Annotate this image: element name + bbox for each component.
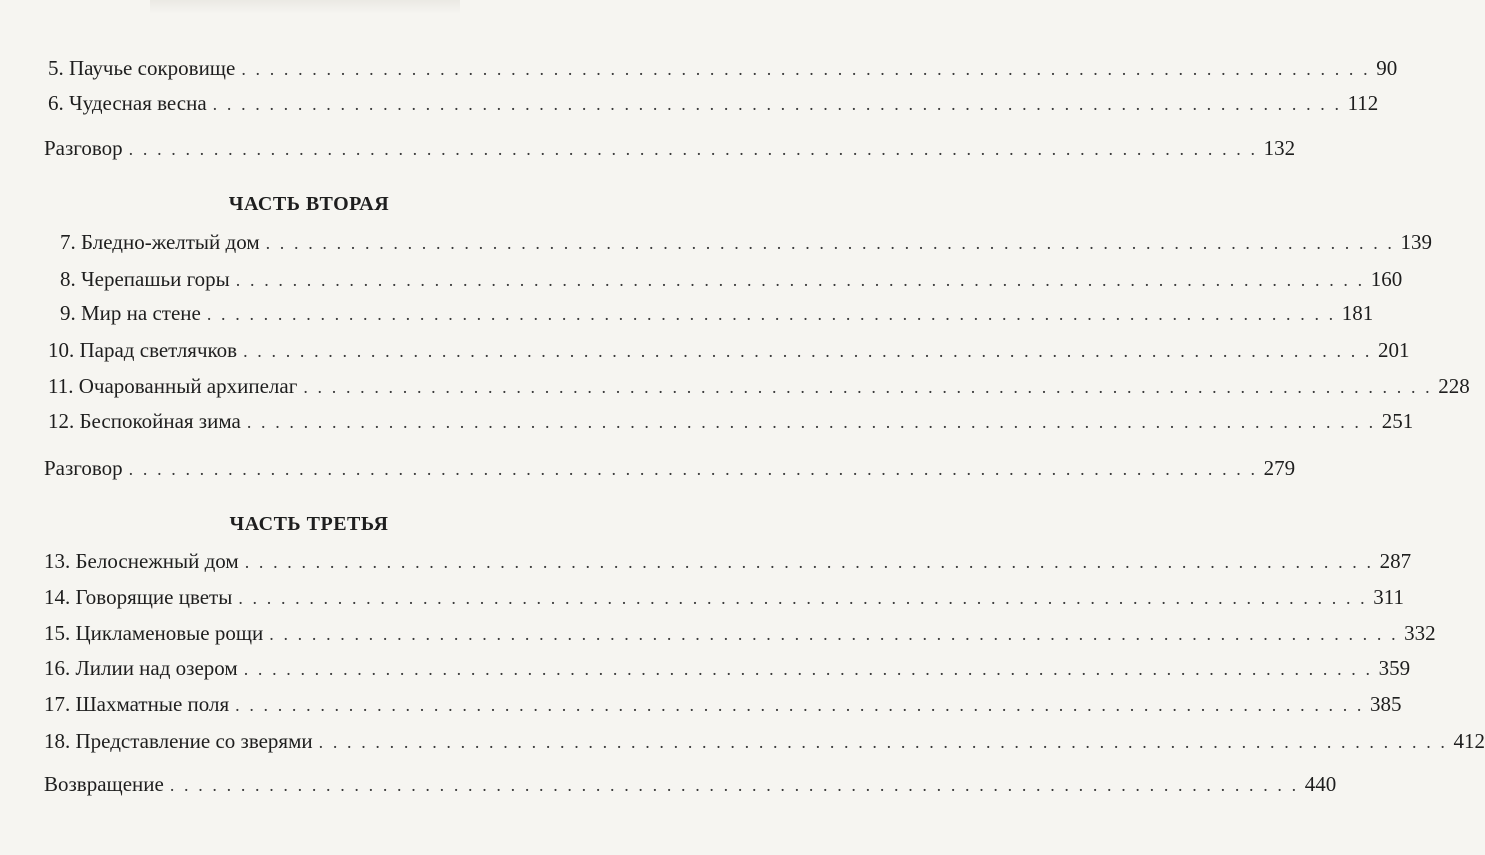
toc-entry-title: 9. Мир на стене [60, 301, 201, 325]
toc-entry-page-number: 251 [1381, 409, 1414, 433]
dot-leader: . . . . . . . . . . . . . . . . . . . . . . . . . . . . . . . . . . . . . . . . . . . . . . . . . . . . . . . . . . . . . . . . . . . . . . . . . . . . . . . . [241, 59, 1371, 79]
toc-entry[interactable] [60, 229, 1433, 256]
toc-entry[interactable] [60, 300, 1374, 327]
toc-entry[interactable] [44, 620, 1436, 647]
dot-leader: . . . . . . . . . . . . . . . . . . . . . . . . . . . . . . . . . . . . . . . . . . . . . . . . . . . . . . . . . . . . . . . . . . . . . . . . . . . . . . . . [169, 775, 1299, 795]
part-heading: ЧАСТЬ ТРЕТЬЯ [229, 513, 389, 535]
toc-entry-title: 12. Беспокойная зима [48, 409, 241, 433]
dot-leader: . . . . . . . . . . . . . . . . . . . . . . . . . . . . . . . . . . . . . . . . . . . . . . . . . . . . . . . . . . . . . . . . . . . . . . . . . . . . . . . . [243, 659, 1373, 679]
toc-entry-title: 15. Цикламеновые рощи [44, 621, 264, 645]
toc-entry-page-number: 440 [1304, 772, 1337, 796]
toc-entry-page-number: 332 [1404, 621, 1436, 645]
dot-leader: . . . . . . . . . . . . . . . . . . . . . . . . . . . . . . . . . . . . . . . . . . . . . . . . . . . . . . . . . . . . . . . . . . . . . . . . . . . . . . . . [128, 459, 1258, 479]
dot-leader: . . . . . . . . . . . . . . . . . . . . . . . . . . . . . . . . . . . . . . . . . . . . . . . . . . . . . . . . . . . . . . . . . . . . . . . . . . . . . . . . [235, 695, 1365, 715]
toc-entry-title: 16. Лилии над озером [44, 656, 238, 680]
toc-entry-page-number: 311 [1373, 585, 1404, 609]
toc-entry[interactable] [44, 455, 1296, 482]
toc-entry-title: Возвращение [44, 772, 164, 796]
toc-entry-page-number: 385 [1370, 692, 1402, 716]
toc-entry-page-number: 90 [1376, 56, 1398, 80]
dot-leader: . . . . . . . . . . . . . . . . . . . . . . . . . . . . . . . . . . . . . . . . . . . . . . . . . . . . . . . . . . . . . . . . . . . . . . . . . . . . . . . . [318, 732, 1448, 752]
toc-entry-page-number: 181 [1341, 301, 1374, 325]
toc-entry[interactable] [44, 728, 1485, 755]
toc-entry[interactable] [44, 771, 1337, 798]
dot-leader: . . . . . . . . . . . . . . . . . . . . . . . . . . . . . . . . . . . . . . . . . . . . . . . . . . . . . . . . . . . . . . . . . . . . . . . . . . . . . . . . [212, 94, 1342, 114]
toc-entry[interactable] [48, 337, 1410, 364]
part-heading: ЧАСТЬ ВТОРАЯ [228, 193, 390, 215]
dot-leader: . . . . . . . . . . . . . . . . . . . . . . . . . . . . . . . . . . . . . . . . . . . . . . . . . . . . . . . . . . . . . . . . . . . . . . . . . . . . . . . . [303, 377, 1433, 397]
toc-entry-page-number: 112 [1347, 91, 1379, 115]
dot-leader: . . . . . . . . . . . . . . . . . . . . . . . . . . . . . . . . . . . . . . . . . . . . . . . . . . . . . . . . . . . . . . . . . . . . . . . . . . . . . . . . [243, 341, 1372, 361]
toc-entry-page-number: 287 [1379, 549, 1412, 573]
dot-leader: . . . . . . . . . . . . . . . . . . . . . . . . . . . . . . . . . . . . . . . . . . . . . . . . . . . . . . . . . . . . . . . . . . . . . . . . . . . . . . . . [244, 552, 1374, 572]
dot-leader: . . . . . . . . . . . . . . . . . . . . . . . . . . . . . . . . . . . . . . . . . . . . . . . . . . . . . . . . . . . . . . . . . . . . . . . . . . . . . . . . [269, 624, 1399, 644]
dot-leader: . . . . . . . . . . . . . . . . . . . . . . . . . . . . . . . . . . . . . . . . . . . . . . . . . . . . . . . . . . . . . . . . . . . . . . . . . . . . . . . . [238, 588, 1368, 608]
toc-entry-title: 8. Черепашьи горы [60, 267, 230, 291]
toc-entry-title: 14. Говорящие цветы [44, 585, 233, 609]
toc-entry[interactable] [48, 90, 1379, 117]
toc-entry-title: 6. Чудесная весна [48, 91, 207, 115]
toc-entry-title: 5. Паучье сокровище [48, 56, 236, 80]
toc-entry[interactable] [44, 584, 1404, 611]
toc-entry-page-number: 132 [1263, 136, 1296, 160]
toc-entry[interactable] [44, 548, 1412, 575]
toc-entry[interactable] [48, 373, 1470, 400]
toc-entry-title: Разговор [44, 456, 123, 480]
toc-entry-title: 18. Представление со зверями [44, 729, 313, 753]
toc-entry-title: 7. Бледно-желтый дом [60, 230, 260, 254]
dot-leader: . . . . . . . . . . . . . . . . . . . . . . . . . . . . . . . . . . . . . . . . . . . . . . . . . . . . . . . . . . . . . . . . . . . . . . . . . . . . . . . . [265, 233, 1395, 253]
toc-entry[interactable] [44, 655, 1411, 682]
dot-leader: . . . . . . . . . . . . . . . . . . . . . . . . . . . . . . . . . . . . . . . . . . . . . . . . . . . . . . . . . . . . . . . . . . . . . . . . . . . . . . . . [246, 412, 1376, 432]
toc-entry-title: 13. Белоснежный дом [44, 549, 239, 573]
page-edge-shadow [150, 0, 460, 14]
toc-entry-page-number: 139 [1400, 230, 1433, 254]
toc-entry-title: 17. Шахматные поля [44, 692, 230, 716]
toc-entry-title: 10. Парад светлячков [48, 338, 238, 362]
dot-leader: . . . . . . . . . . . . . . . . . . . . . . . . . . . . . . . . . . . . . . . . . . . . . . . . . . . . . . . . . . . . . . . . . . . . . . . . . . . . . . . . [235, 270, 1365, 290]
dot-leader: . . . . . . . . . . . . . . . . . . . . . . . . . . . . . . . . . . . . . . . . . . . . . . . . . . . . . . . . . . . . . . . . . . . . . . . . . . . . . . . . [206, 304, 1336, 324]
toc-entry[interactable] [60, 266, 1403, 293]
dot-leader: . . . . . . . . . . . . . . . . . . . . . . . . . . . . . . . . . . . . . . . . . . . . . . . . . . . . . . . . . . . . . . . . . . . . . . . . . . . . . . . . [128, 139, 1258, 159]
toc-entry-page-number: 201 [1378, 338, 1410, 362]
toc-entry[interactable] [48, 55, 1398, 82]
toc-entry-page-number: 228 [1438, 374, 1470, 398]
toc-entry-page-number: 160 [1370, 267, 1403, 291]
toc-entry-title: 11. Очарованный архипелаг [48, 374, 298, 398]
toc-entry-page-number: 412 [1453, 729, 1485, 753]
toc-entry-page-number: 359 [1378, 656, 1411, 680]
toc-entry-page-number: 279 [1263, 456, 1296, 480]
toc-entry[interactable] [48, 408, 1414, 435]
toc-entry[interactable] [44, 135, 1296, 162]
toc-entry[interactable] [44, 691, 1402, 718]
toc-entry-title: Разговор [44, 136, 123, 160]
